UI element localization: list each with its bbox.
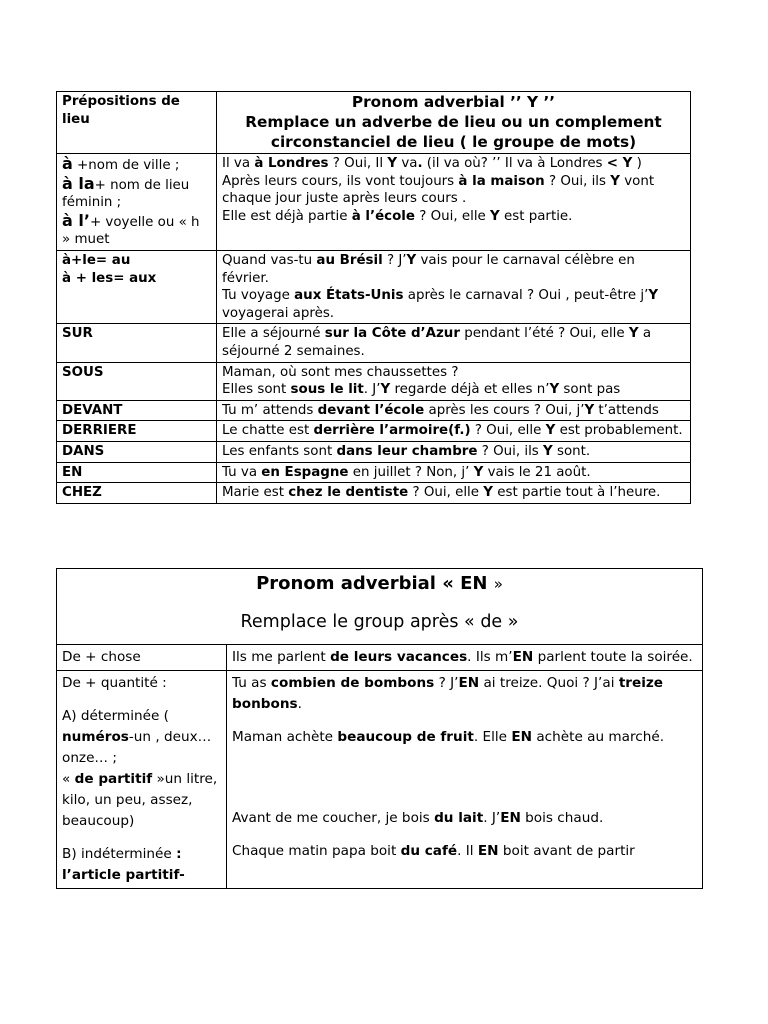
text: a séjourné 2 semaines.	[222, 326, 652, 359]
en-title-main: Pronom adverbial « EN	[256, 573, 494, 594]
table-row	[57, 400, 691, 421]
example-cell	[217, 154, 691, 251]
example-cell	[217, 400, 691, 421]
bold-text: au Brésil	[316, 252, 383, 268]
text: est partie tout à l’heure.	[492, 485, 661, 501]
example-cell	[217, 441, 691, 462]
bold-text: Y	[483, 485, 493, 501]
text: vais pour le carnaval célèbre en février.	[222, 252, 635, 286]
table-row	[57, 645, 703, 671]
bold-text: DEVANT	[62, 402, 123, 418]
table-row	[57, 324, 691, 362]
bold-text: .	[417, 156, 423, 171]
spacer	[232, 760, 697, 772]
cell-line	[62, 464, 211, 482]
bold-text: Y	[490, 208, 500, 224]
bold-text: sur la Côte d’Azur	[324, 326, 460, 342]
example-cell	[227, 645, 703, 671]
bold-text: DANS	[62, 443, 105, 459]
spacer	[232, 748, 697, 760]
spacer	[232, 784, 697, 796]
cell-line	[62, 443, 211, 461]
preposition-cell	[57, 462, 217, 483]
bold-text: à+le= au	[62, 252, 131, 268]
bold-text: beaucoup de fruit	[337, 729, 474, 745]
text: «	[62, 771, 75, 787]
table-header-row	[57, 92, 691, 154]
text: Elle a séjourné	[222, 326, 325, 342]
bold-text: : l’article partitif-	[62, 846, 185, 883]
example-cell	[217, 250, 691, 323]
bold-text: EN	[500, 810, 521, 826]
bold-text: du café	[400, 843, 458, 859]
text: t’attends	[594, 402, 659, 418]
bold-text: EN	[62, 464, 83, 480]
cell-line	[62, 706, 221, 769]
bold-text: DERRIERE	[62, 423, 137, 439]
bold-text: EN	[511, 729, 533, 745]
text: après les cours ? Oui, j’	[424, 402, 585, 418]
text: est probablement.	[555, 423, 683, 439]
text: sont.	[552, 443, 591, 459]
text: Tu m’ attends	[222, 402, 318, 418]
bold-text: Y	[545, 423, 556, 439]
bold-text: en Espagne	[261, 464, 349, 480]
cell-line	[232, 647, 697, 668]
text: boit avant de partir	[498, 843, 635, 859]
preposition-cell	[57, 250, 217, 323]
cell-line	[222, 252, 685, 287]
table-row	[57, 154, 691, 251]
text: +nom de ville ;	[72, 158, 180, 173]
cell-line	[222, 173, 685, 208]
spacer	[232, 715, 697, 727]
bold-text: combien de bombons	[270, 675, 435, 691]
en-title-end: »	[493, 575, 503, 593]
text: Maman achète	[232, 729, 338, 745]
text: ? J’	[434, 675, 459, 691]
text: Tu as	[232, 675, 271, 691]
table-row	[57, 421, 691, 442]
cell-line	[222, 402, 685, 420]
text: Tu va	[222, 464, 262, 480]
en-title-cell	[57, 569, 703, 645]
preposition-cell	[57, 645, 227, 671]
cell-line	[222, 381, 685, 399]
table-row	[57, 362, 691, 400]
cell-line	[62, 270, 211, 288]
text: Tu voyage	[222, 288, 295, 304]
text: + voyelle ou « h » muet	[62, 214, 200, 248]
text: sont pas	[559, 382, 621, 398]
bold-text: SOUS	[62, 364, 104, 380]
text: bois chaud.	[520, 810, 604, 826]
cell-line	[62, 422, 211, 440]
bold-text: Y	[549, 382, 560, 398]
text: ? Oui, ils	[544, 173, 611, 189]
cell-line	[222, 484, 685, 502]
text: ? Oui, elle	[414, 208, 491, 224]
preposition-cell	[57, 421, 217, 442]
text: .	[297, 696, 302, 712]
text: ? Oui, ils	[477, 443, 544, 459]
text: ? Oui, elle	[408, 485, 484, 501]
text: Elles sont	[222, 382, 291, 398]
cell-line	[222, 443, 685, 461]
bold-text: du lait	[434, 810, 484, 826]
text: . Elle	[473, 729, 512, 745]
bold-text: aux États-Unis	[294, 288, 404, 304]
text: va	[397, 156, 418, 171]
bold-text: chez le dentiste	[288, 485, 409, 501]
bold-text: Y	[610, 173, 620, 189]
cell-line	[62, 212, 211, 249]
cell-line	[62, 673, 221, 694]
text: (il va où? ’’ Il va à Londres	[422, 156, 607, 171]
text: . Il	[457, 843, 478, 859]
text: vont chaque jour juste après leurs cours .	[222, 173, 655, 207]
text: . Ils m’	[467, 649, 513, 665]
preposition-cell	[57, 324, 217, 362]
text: ai treize. Quoi ? J’ai	[479, 675, 619, 691]
table-row	[57, 250, 691, 323]
text: A) déterminée (	[62, 708, 169, 724]
bold-text: CHEZ	[62, 485, 102, 501]
text: + nom de lieu féminin ;	[62, 177, 190, 211]
cell-line	[222, 208, 685, 226]
text: en juillet ? Non, j’	[348, 464, 474, 480]
cell-line	[232, 727, 697, 748]
text: Elle est déjà partie	[222, 208, 352, 224]
en-subtitle: Remplace le group après « de »	[240, 612, 519, 632]
text: ? J’	[382, 252, 407, 268]
preposition-cell	[57, 441, 217, 462]
text: est partie.	[499, 208, 573, 224]
text: ? Oui, elle	[470, 423, 546, 439]
bold-text: EN	[512, 649, 534, 665]
cell-line	[62, 155, 211, 175]
header-title: Pronom adverbial ’’ Y ’’	[351, 93, 556, 111]
text: Ils me parlent	[232, 649, 331, 665]
cell-line	[232, 673, 697, 715]
header-prepositions: Prépositions de lieu	[57, 92, 217, 154]
text: Quand vas-tu	[222, 252, 317, 268]
spacer	[232, 796, 697, 808]
bold-text: à	[62, 154, 73, 173]
example-cell	[217, 421, 691, 442]
en-pronoun-table	[56, 568, 703, 889]
text: Maman, où sont mes chaussettes ?	[222, 364, 459, 380]
text: après le carnaval ? Oui , peut-être j’	[403, 288, 649, 304]
bold-text: Y	[648, 288, 659, 304]
cell-line	[62, 484, 211, 502]
bold-text: à l’	[62, 210, 90, 230]
spacer	[232, 772, 697, 784]
preposition-cell	[57, 154, 217, 251]
bold-text: de partitif	[74, 771, 153, 787]
header-description: Remplace un adverbe de lieu ou un complement circonstanciel de lieu ( le groupe de mots)	[245, 113, 662, 151]
text: Le chatte est	[222, 423, 314, 439]
table-row	[57, 441, 691, 462]
example-cell	[217, 483, 691, 504]
bold-text: treize bonbons	[232, 675, 664, 712]
spacer	[62, 694, 221, 706]
text: Avant de me coucher, je bois	[232, 810, 435, 826]
text: B) indéterminée	[62, 846, 177, 862]
bold-text: Y	[380, 382, 391, 398]
preposition-cell	[57, 400, 217, 421]
text: ? Oui, Il	[328, 156, 388, 171]
text: vais le 21 août.	[483, 464, 591, 480]
table-title-row	[57, 569, 703, 645]
bold-text: < Y	[606, 156, 633, 171]
header-pronoun-y	[217, 92, 691, 154]
spacer	[232, 829, 697, 841]
example-cell	[217, 324, 691, 362]
spacer	[62, 832, 221, 844]
bold-text: sous le lit	[290, 382, 364, 398]
text: parlent toute la soirée.	[533, 649, 693, 665]
bold-text: Y	[628, 326, 639, 342]
text: . J’	[363, 382, 381, 398]
cell-line	[62, 325, 211, 343]
bold-text: EN	[477, 843, 499, 859]
bold-text: à la	[62, 173, 95, 193]
text: »un litre, kilo, un peu, assez, beaucoup)	[62, 771, 218, 829]
bold-text: à Londres	[254, 156, 329, 171]
table-row	[57, 483, 691, 504]
bold-text: à la maison	[458, 173, 545, 189]
text: pendant l’été ? Oui, elle	[459, 326, 629, 342]
bold-text: dans leur chambre	[336, 443, 478, 459]
bold-text: SUR	[62, 326, 93, 342]
text: )	[632, 156, 642, 171]
text: Après leurs cours, ils vont toujours	[222, 173, 459, 189]
preposition-cell	[57, 362, 217, 400]
text: Marie est	[222, 485, 289, 501]
cell-line	[222, 422, 685, 440]
bold-text: à l’école	[351, 208, 415, 224]
cell-line	[62, 769, 221, 832]
y-pronoun-table	[56, 91, 691, 504]
cell-line	[222, 364, 685, 382]
bold-text: EN	[458, 675, 480, 691]
text: Il va	[222, 156, 255, 171]
bold-text: Y	[473, 464, 484, 480]
cell-line	[62, 175, 211, 212]
example-cell	[217, 462, 691, 483]
text: De + quantité :	[62, 675, 167, 691]
bold-text: Y	[543, 443, 553, 459]
cell-line	[232, 841, 697, 862]
text: regarde déjà et elles n’	[390, 382, 550, 398]
cell-line	[232, 808, 697, 829]
text: Chaque matin papa boit	[232, 843, 401, 859]
text: voyagerai après.	[222, 305, 335, 321]
bold-text: Y	[406, 252, 417, 268]
preposition-cell	[57, 483, 217, 504]
cell-line	[62, 402, 211, 420]
cell-line	[62, 252, 211, 270]
text: achète au marché.	[532, 729, 665, 745]
bold-text: à + les= aux	[62, 270, 157, 286]
en-title	[62, 571, 697, 597]
bold-text: de leurs vacances	[330, 649, 468, 665]
cell-line	[222, 155, 685, 173]
bold-text: Y	[584, 402, 595, 418]
example-cell	[217, 362, 691, 400]
table-row	[57, 462, 691, 483]
cell-line	[222, 464, 685, 482]
bold-text: Y	[387, 156, 398, 171]
table-row	[57, 671, 703, 889]
text: . J’	[483, 810, 501, 826]
cell-line	[62, 364, 211, 382]
bold-text: numéros	[62, 729, 129, 745]
text: -un , deux… onze… ;	[62, 729, 212, 766]
cell-line	[62, 844, 221, 886]
text: De + chose	[62, 649, 141, 665]
bold-text: devant l’école	[317, 402, 425, 418]
text: Les enfants sont	[222, 443, 337, 459]
cell-line	[222, 325, 685, 360]
cell-line	[222, 287, 685, 322]
bold-text: derrière l’armoire(f.)	[313, 423, 471, 439]
preposition-cell	[57, 671, 227, 889]
example-cell	[227, 671, 703, 889]
cell-line	[62, 647, 221, 668]
